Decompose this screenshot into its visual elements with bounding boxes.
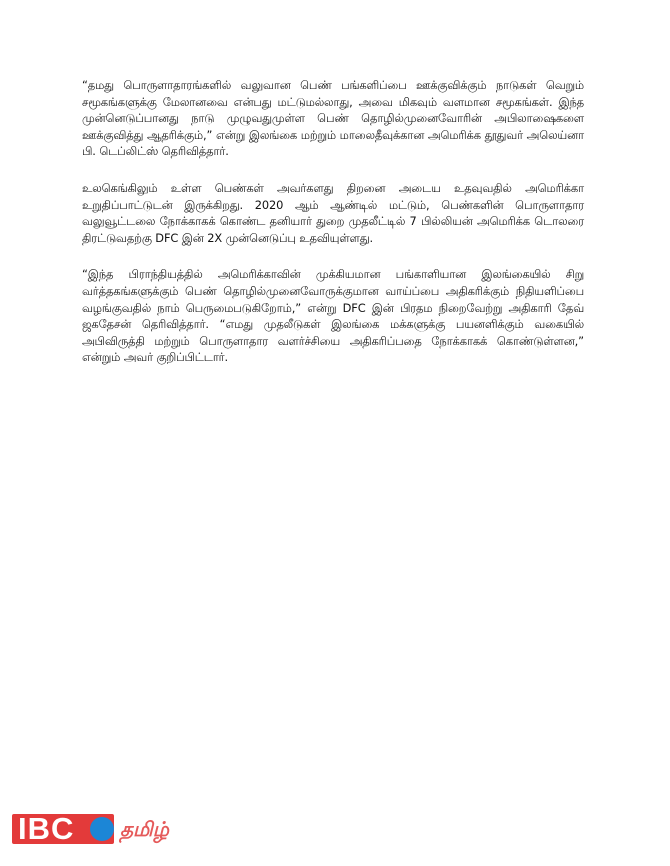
paragraph-us-commitment: உலகெங்கிலும் உள்ள பெண்கள் அவர்களது திறனை அடைய உதவுவதில் அமெரிக்கா உறுதிப்பாட்டுடன் இருக்கிறது. 2020 ஆம் ஆண்டில் மட்டும், பெண்களின் பொருளாதார வலுவூட்டலை நோக்காகக் கொண்ட தனியார் துறை முதலீட்டில் 7 பில்லியன் அமெரிக்க டொலரை திரட்டுவதற்கு DFC இன் 2X முன்னெடுப்பு உதவியுள்ளது. xyxy=(82,180,584,245)
logo-letters: IBC xyxy=(18,814,75,844)
ibc-tamil-logo xyxy=(12,812,192,846)
paragraph-ambassador-quote: “தமது பொருளாதாரங்களில் வலுவான பெண் பங்களிப்பை ஊக்குவிக்கும் நாடுகள் வெறும் சமூகங்களுக்கு மேலானவை என்பது மட்டுமல்லாது, அவை மிகவும் வளமான சமூகங்கள். இந்த முன்னெடுப்பானது நாடு முழுவதுமுள்ள பெண் தொழில்முனைவோரின் அபிலாஷைகளை ஊக்குவித்து ஆதரிக்கும்,” என்று இலங்கை மற்றும் மாலைதீவுக்கான அமெரிக்க தூதுவர் அலெய்னா பி. டெப்லிட்ஸ் தெரிவித்தார். xyxy=(82,78,584,159)
logo-tamil-text: தமிழ் xyxy=(120,817,169,841)
paragraph-dfc-quote: “இந்த பிராந்தியத்தில் அமெரிக்காவின் முக்கியமான பங்காளியான இலங்கையில் சிறு வர்த்தகங்களுக்கும் பெண் தொழில்முனைவோருக்குமான வாய்ப்பை அதிகரிக்கும் நிதியளிப்பை வழங்குவதில் நாம் பெருமைபடுகிறோம்,” என்று DFC இன் பிரதம நிறைவேற்று அதிகாரி தேவ் ஜகதேசன் தெரிவித்தார். “எமது முதலீடுகள் இலங்கை மக்களுக்கு பயனளிக்கும் வகையில் அபிவிருத்தி மற்றும் பொருளாதார வளர்ச்சியை அதிகரிப்பதை நோக்காகக் கொண்டுள்ளன,” என்றும் அவர் குறிப்பிட்டார். xyxy=(82,267,584,365)
logo-circle-icon xyxy=(90,817,114,841)
article-body xyxy=(82,77,584,386)
logo-badge xyxy=(12,814,114,844)
